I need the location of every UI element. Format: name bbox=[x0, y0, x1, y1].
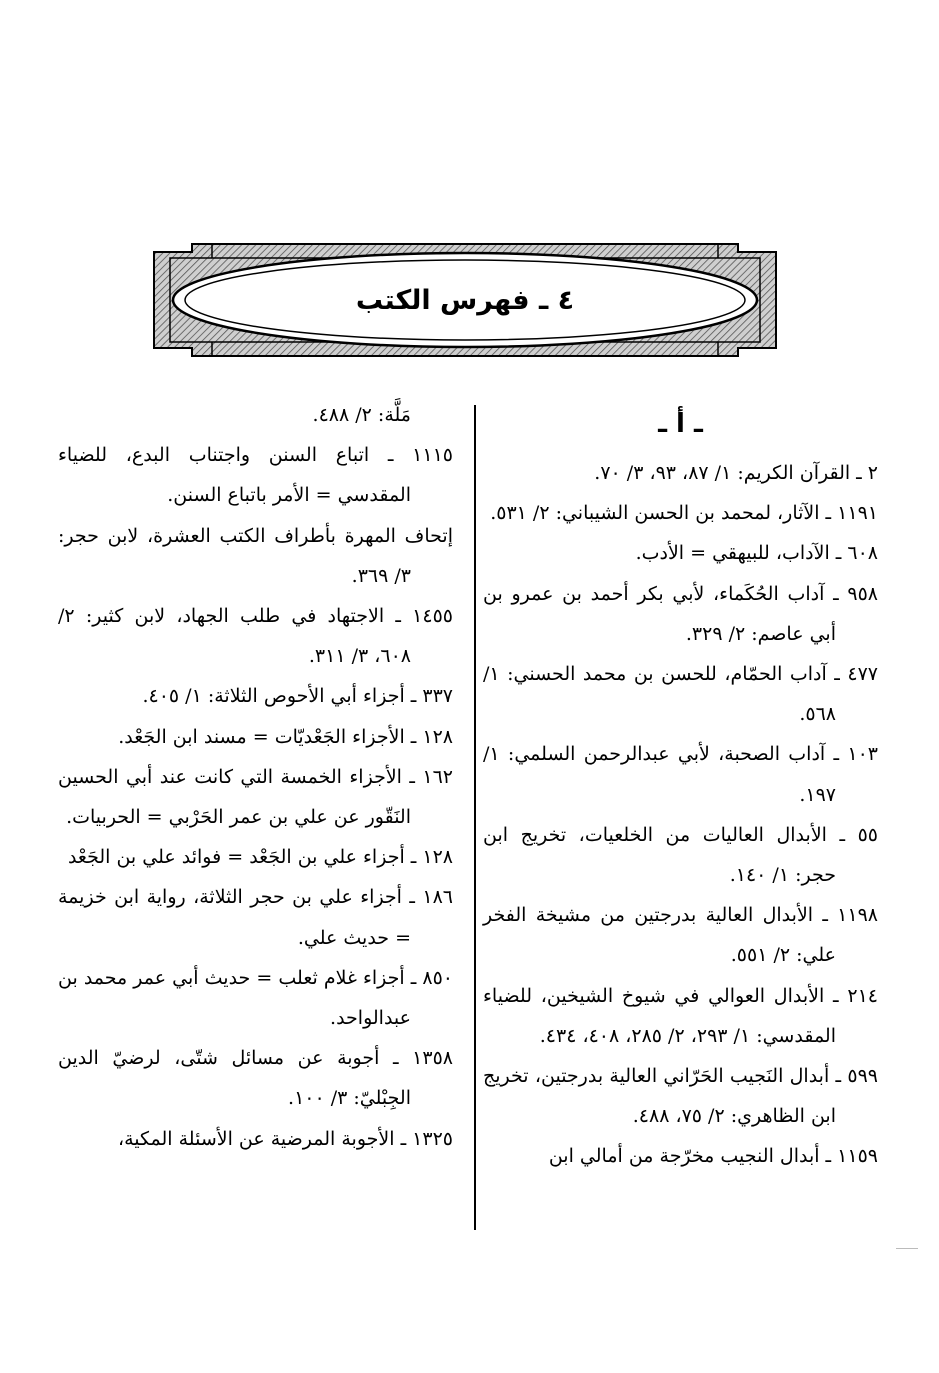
index-entry: ١١٩١ ـ الآثار، لمحمد بن الحسن الشيباني: ٢/ ٥٣١. bbox=[490, 502, 878, 525]
index-entry: ٥٩٩ ـ أبدال النَجيب الحَرّاني العالية بدرجتين، تخريج ابن الظاهري: ٢/ ٧٥، ٤٨٨. bbox=[483, 1065, 878, 1128]
index-entry: ٦٠٨ ـ الآداب، للبيهقي = الأدب. bbox=[635, 542, 878, 565]
index-entry: ١٢٨ ـ أجزاء علي بن الجَعْد = فوائد علي بن الجَعْد bbox=[67, 846, 453, 869]
left-column bbox=[58, 395, 453, 1159]
section-title-banner bbox=[152, 242, 778, 358]
index-entry: ١٣٢٥ ـ الأجوبة المرضية عن الأسئلة المكية، bbox=[117, 1127, 453, 1150]
index-entry: ١٨٦ ـ أجزاء علي بن حجر الثلاثة، رواية ابن خزيمة = حديث علي. bbox=[58, 886, 453, 949]
index-entry: ٩٥٨ ـ آداب الحُكَماء، لأبي بكر أحمد بن عمرو بن أبي عاصم: ٢/ ٣٢٩. bbox=[483, 582, 878, 645]
index-entry: ١٦٢ ـ الأجزاء الخمسة التي كانت عند أبي الحسين النَقّور عن علي بن عمر الحَرْبي = الحربيات. bbox=[58, 765, 453, 829]
index-entry: ١٣٥٨ ـ أجوبة عن مسائل شتّى، لرضيّ الدين الجِبْليّ: ٣/ ١٠٠. bbox=[58, 1047, 453, 1110]
index-entry: ٣٣٧ ـ أجزاء أبي الأحوص الثلاثة: ١/ ٤٠٥. bbox=[142, 685, 453, 708]
index-entry: ١١١٥ ـ اتباع السنن واجتناب البدع، للضياء المقدسي = الأمر باتباع السنن. bbox=[58, 444, 453, 507]
index-entry: ١٢٨ ـ الأجزاء الجَعْديّات = مسند ابن الجَعْد. bbox=[118, 725, 453, 748]
index-title: ٤ ـ فهرس الكتب bbox=[355, 284, 575, 316]
scan-mark bbox=[896, 1248, 918, 1249]
column-divider bbox=[474, 405, 476, 1230]
index-entry: ٢ ـ القرآن الكريم: ١/ ٨٧، ٩٣، ٣/ ٧٠. bbox=[594, 462, 878, 484]
alphabet-letter-heading: ـ أ ـ bbox=[658, 409, 703, 439]
index-entry: ٤٧٧ ـ آداب الحمّام، للحسن بن محمد الحسني: ١/ ٥٦٨. bbox=[483, 663, 878, 726]
index-entry-continuation: مَلَّة: ٢/ ٤٨٨. bbox=[312, 404, 411, 426]
index-entry: ١١٥٩ ـ أبدال النجيب مخرّجة من أمالي ابن bbox=[548, 1145, 878, 1168]
index-entry: ٢١٤ ـ الأبدال العوالي في شيوخ الشيخين، للضياء المقدسي: ١/ ٢٩٣، ٢/ ٢٨٥، ٤٠٨، ٤٣٤. bbox=[483, 984, 879, 1047]
index-entry: ٨٥٠ ـ أجزاء غلام ثعلب = حديث أبي عمر محمد بن عبدالواحد. bbox=[58, 966, 453, 1030]
index-entry: ١١٩٨ ـ الأبدال العالية بدرجتين من مشيخة الفخر علي: ٢/ ٥٥١. bbox=[483, 904, 878, 967]
index-entry: إتحاف المهرة بأطراف الكتب العشرة، لابن حجر: ٣/ ٣٦٩. bbox=[58, 524, 453, 587]
index-entry: ١٠٣ ـ آداب الصحبة، لأبي عبدالرحمن السلمي: ١/ ١٩٧. bbox=[483, 743, 878, 806]
index-entry: ١٤٥٥ ـ الاجتهاد في طلب الجهاد، لابن كثير: ٢/ ٦٠٨، ٣/ ٣١١. bbox=[58, 605, 453, 668]
index-entry: ٥٥ ـ الأبدال العاليات من الخلعيات، تخريج ابن حجر: ١/ ١٤٠. bbox=[483, 823, 878, 887]
right-column bbox=[483, 395, 878, 1177]
